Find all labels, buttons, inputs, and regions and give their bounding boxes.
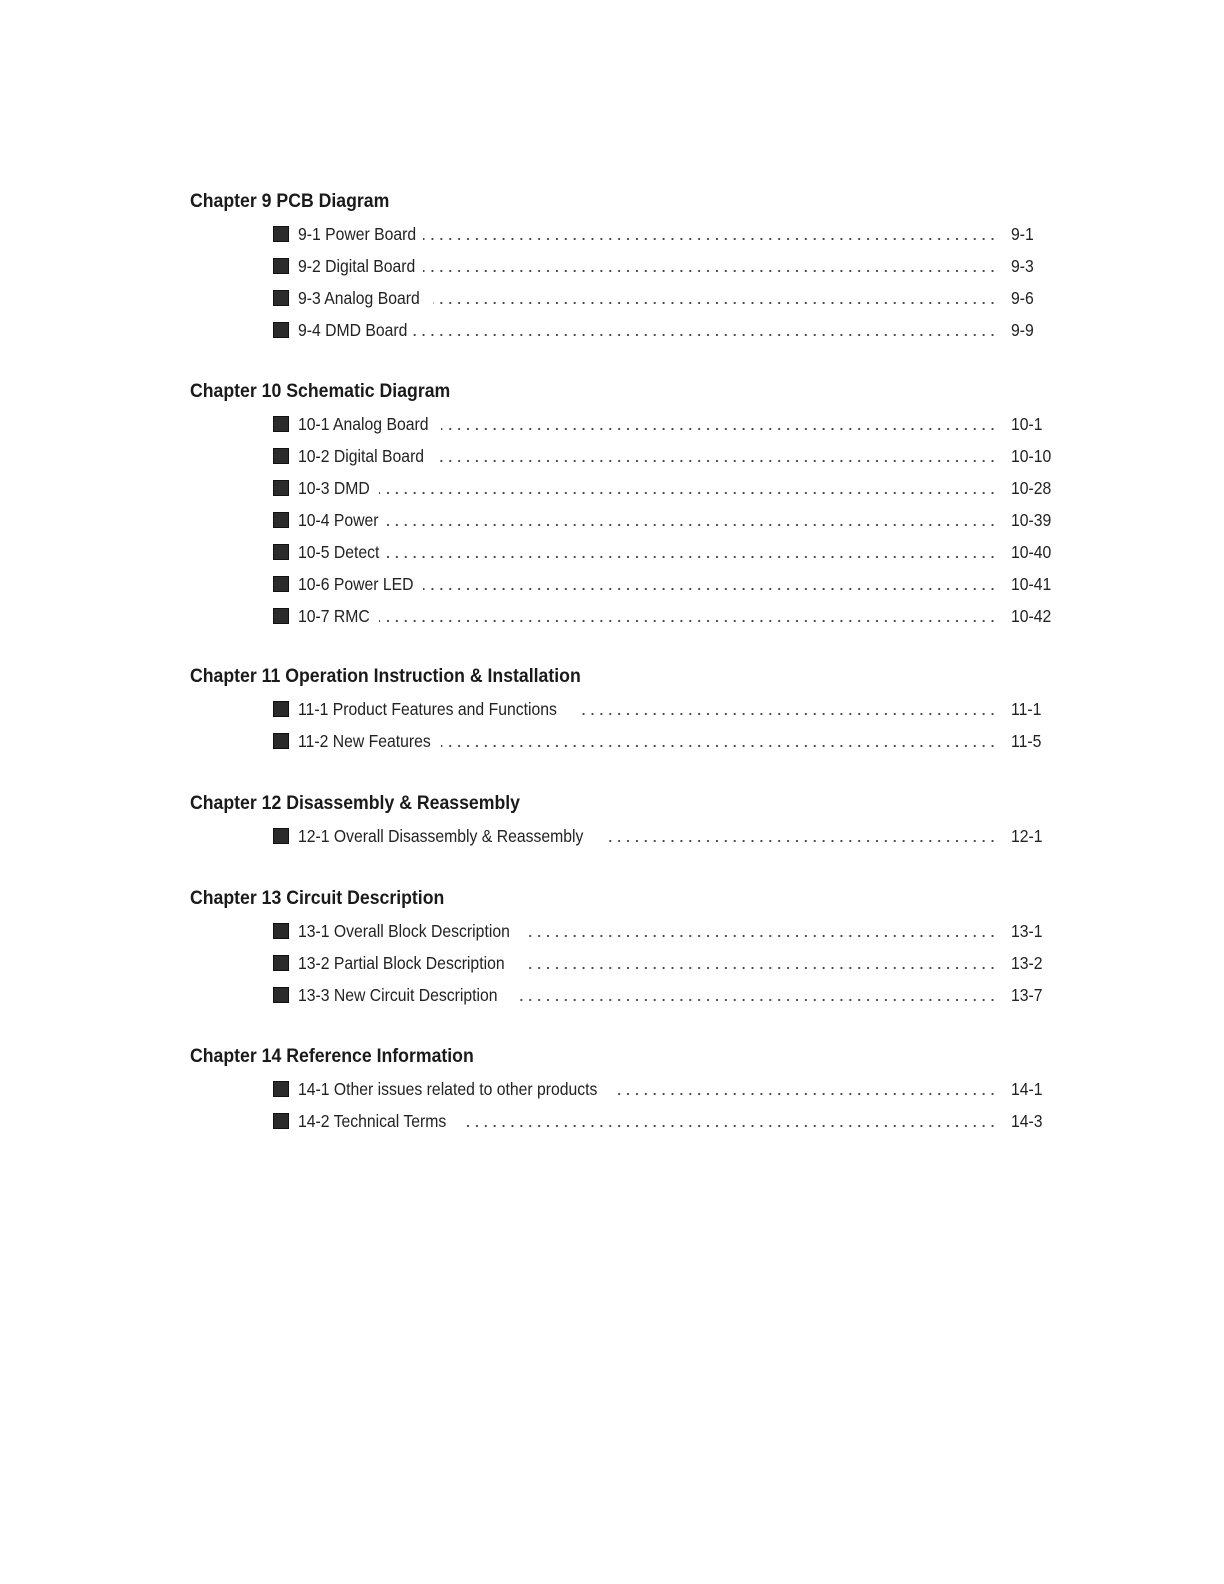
entry-label: 11-2 New Features [298, 731, 431, 751]
square-bullet-icon [273, 290, 289, 306]
dot-leader [423, 587, 997, 591]
entry-label: 10-2 Digital Board [298, 446, 425, 466]
entry-label: 14-2 Technical Terms [298, 1111, 447, 1131]
dot-leader [615, 1092, 997, 1096]
entry-page-number: 10-1 [1011, 414, 1043, 434]
square-bullet-icon [273, 608, 289, 624]
toc-entry[interactable] [273, 1077, 1073, 1101]
dot-leader [387, 555, 997, 559]
square-bullet-icon [273, 987, 289, 1003]
toc-entry[interactable] [273, 951, 1073, 975]
toc-entry[interactable] [273, 508, 1073, 532]
dot-leader [413, 333, 997, 337]
entry-label: 9-2 Digital Board [298, 256, 416, 276]
entry-page-number: 10-39 [1011, 510, 1052, 530]
entry-page-number: 10-42 [1011, 606, 1052, 626]
toc-entry[interactable] [273, 919, 1073, 943]
square-bullet-icon [273, 226, 289, 242]
entry-label: 12-1 Overall Disassembly & Reassembly [298, 826, 584, 846]
entry-page-number: 10-28 [1011, 478, 1052, 498]
entry-page-number: 10-10 [1011, 446, 1052, 466]
entry-label: 9-3 Analog Board [298, 288, 420, 308]
dot-leader [435, 459, 997, 463]
toc-entry[interactable] [273, 697, 1073, 721]
toc-entry[interactable] [273, 824, 1073, 848]
chapter-heading: Chapter 9 PCB Diagram [190, 191, 390, 212]
square-bullet-icon [273, 955, 289, 971]
entry-page-number: 10-40 [1011, 542, 1052, 562]
toc-entry[interactable] [273, 444, 1073, 468]
square-bullet-icon [273, 733, 289, 749]
entry-label: 13-3 New Circuit Description [298, 985, 498, 1005]
chapter-heading: Chapter 10 Schematic Diagram [190, 381, 451, 402]
square-bullet-icon [273, 923, 289, 939]
dot-leader [441, 744, 997, 748]
entry-label: 10-4 Power [298, 510, 379, 530]
entry-label: 9-1 Power Board [298, 224, 417, 244]
chapter-heading: Chapter 12 Disassembly & Reassembly [190, 793, 521, 814]
dot-leader [379, 619, 997, 623]
square-bullet-icon [273, 828, 289, 844]
entry-page-number: 13-1 [1011, 921, 1043, 941]
entry-page-number: 14-3 [1011, 1111, 1043, 1131]
square-bullet-icon [273, 1081, 289, 1097]
square-bullet-icon [273, 701, 289, 717]
toc-entry[interactable] [273, 476, 1073, 500]
toc-entry[interactable] [273, 983, 1073, 1007]
toc-entry[interactable] [273, 412, 1073, 436]
entry-page-number: 9-9 [1011, 320, 1034, 340]
entry-page-number: 11-1 [1011, 699, 1042, 719]
dot-leader [525, 966, 997, 970]
entry-label: 11-1 Product Features and Functions [298, 699, 557, 719]
entry-label: 13-1 Overall Block Description [298, 921, 510, 941]
dot-leader [441, 427, 997, 431]
dot-leader [461, 1124, 997, 1128]
entry-label: 10-5 Detect [298, 542, 380, 562]
dot-leader [523, 934, 997, 938]
entry-page-number: 13-2 [1011, 953, 1043, 973]
entry-page-number: 9-6 [1011, 288, 1034, 308]
square-bullet-icon [273, 322, 289, 338]
toc-entry[interactable] [273, 604, 1073, 628]
entry-label: 10-3 DMD [298, 478, 370, 498]
toc-entry[interactable] [273, 318, 1073, 342]
toc-entry[interactable] [273, 254, 1073, 278]
dot-leader [423, 269, 997, 273]
dot-leader [579, 712, 997, 716]
toc-entry[interactable] [273, 729, 1073, 753]
entry-label: 14-1 Other issues related to other products [298, 1079, 598, 1099]
entry-label: 10-7 RMC [298, 606, 370, 626]
square-bullet-icon [273, 512, 289, 528]
chapter-heading: Chapter 14 Reference Information [190, 1046, 474, 1067]
entry-label: 13-2 Partial Block Description [298, 953, 505, 973]
dot-leader [607, 839, 997, 843]
entry-page-number: 9-1 [1011, 224, 1034, 244]
square-bullet-icon [273, 416, 289, 432]
toc-entry[interactable] [273, 286, 1073, 310]
entry-page-number: 12-1 [1011, 826, 1043, 846]
dot-leader [433, 301, 997, 305]
entry-page-number: 11-5 [1011, 731, 1042, 751]
dot-leader [515, 998, 997, 1002]
square-bullet-icon [273, 576, 289, 592]
toc-entry[interactable] [273, 540, 1073, 564]
entry-page-number: 14-1 [1011, 1079, 1043, 1099]
entry-page-number: 13-7 [1011, 985, 1043, 1005]
toc-entry[interactable] [273, 1109, 1073, 1133]
entry-label: 10-1 Analog Board [298, 414, 429, 434]
square-bullet-icon [273, 544, 289, 560]
dot-leader [387, 523, 997, 527]
entry-label: 9-4 DMD Board [298, 320, 408, 340]
entry-label: 10-6 Power LED [298, 574, 414, 594]
square-bullet-icon [273, 480, 289, 496]
square-bullet-icon [273, 1113, 289, 1129]
entry-page-number: 9-3 [1011, 256, 1034, 276]
chapter-heading: Chapter 11 Operation Instruction & Installation [190, 666, 581, 687]
square-bullet-icon [273, 258, 289, 274]
entry-page-number: 10-41 [1011, 574, 1052, 594]
dot-leader [423, 237, 997, 241]
square-bullet-icon [273, 448, 289, 464]
toc-entry[interactable] [273, 572, 1073, 596]
dot-leader [379, 491, 997, 495]
chapter-heading: Chapter 13 Circuit Description [190, 888, 445, 909]
toc-entry[interactable] [273, 222, 1073, 246]
